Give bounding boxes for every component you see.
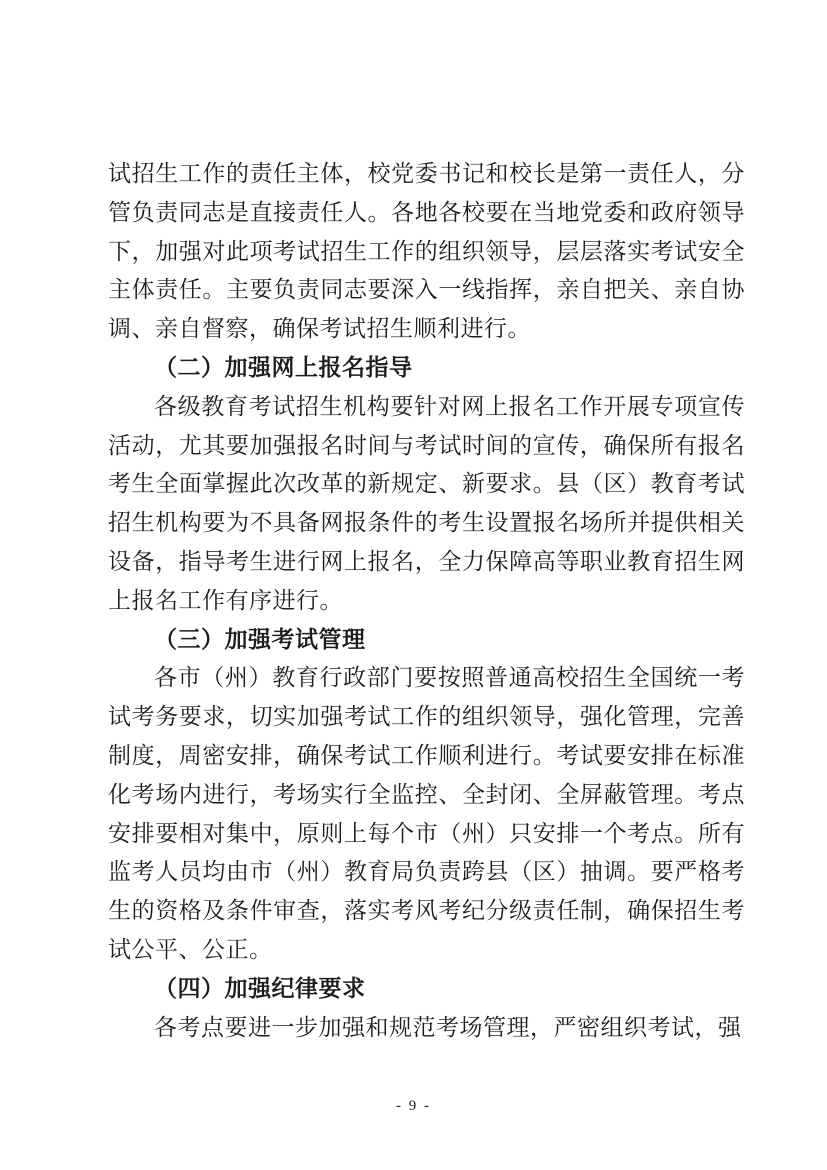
paragraph-exam-management: 各市（州）教育行政部门要按照普通高校招生全国统一考试考务要求，切实加强考试工作的组织领导，强化管理，完善制度，周密安排，确保考试工作顺利进行。考试要安排在标准化考场内进行，考场实行全监控、全封闭、全屏蔽管理。考点安排要相对集中，原则上每个市（州）只安排一个考点。所有监考人员均由市（州）教育局负责跨县（区）抽调。要严格考生的资格及条件审查，落实考风考纪分级责任制，确保招生考试公平、公正。: [108, 665, 745, 962]
document-body: [108, 155, 745, 1047]
section-heading-online-registration: （二）加强网上报名指导: [154, 354, 413, 380]
paragraph-discipline: 各考点要进一步加强和规范考场管理，严密组织考试，强: [154, 1014, 742, 1040]
paragraph-continuation: 试招生工作的责任主体，校党委书记和校长是第一责任人，分管负责同志是直接责任人。各地各校要在当地党委和政府领导下，加强对此项考试招生工作的组织领导，层层落实考试安全主体责任。主要负责同志要深入一线指挥，亲自把关、亲自协调、亲自督察，确保考试招生顺利进行。: [108, 161, 745, 342]
paragraph-online-registration: 各级教育考试招生机构要针对网上报名工作开展专项宣传活动，尤其要加强报名时间与考试时间的宣传，确保所有报名考生全面掌握此次改革的新规定、新要求。县（区）教育考试招生机构要为不具备网报条件的考生设置报名场所并提供相关设备，指导考生进行网上报名，全力保障高等职业教育招生网上报名工作有序进行。: [108, 393, 745, 613]
page-number: - 9 -: [396, 1098, 431, 1114]
section-heading-exam-management: （三）加强考试管理: [154, 626, 366, 652]
section-heading-discipline: （四）加强纪律要求: [154, 975, 366, 1001]
